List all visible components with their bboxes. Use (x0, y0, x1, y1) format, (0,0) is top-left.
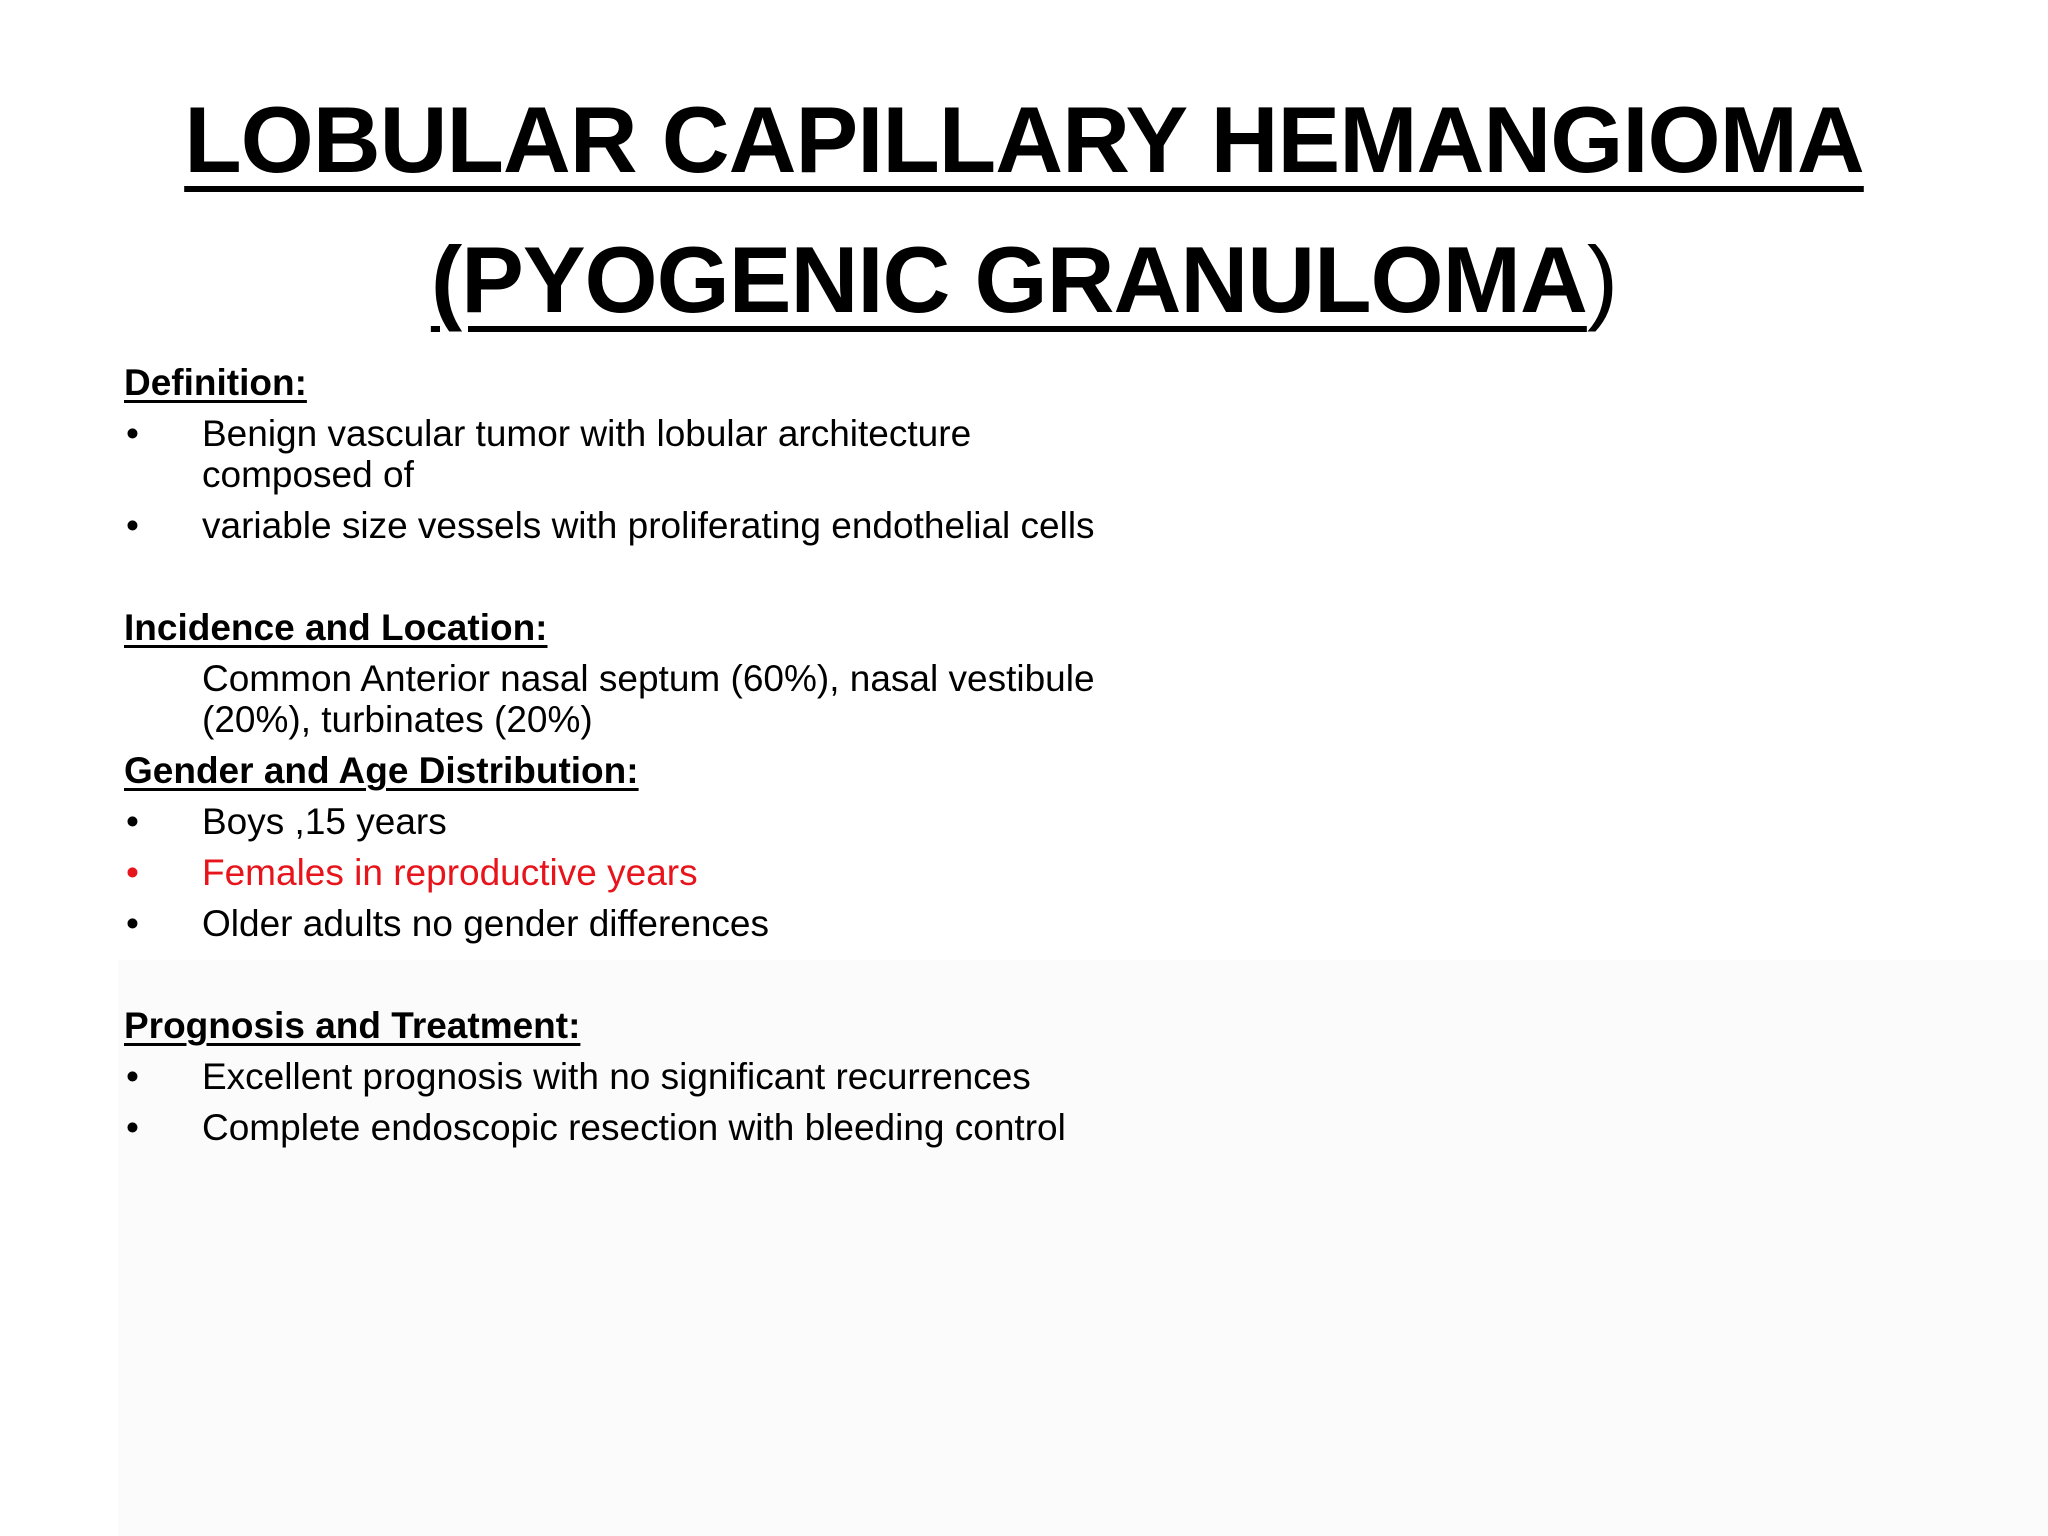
bullet-icon: • (126, 852, 139, 893)
bullet-icon: • (126, 1107, 139, 1148)
bullet-icon: • (126, 903, 139, 944)
list-item-text: Boys ,15 years (202, 801, 447, 842)
list-item-text: Females in reproductive years (202, 852, 698, 893)
list-item (124, 413, 1124, 495)
bullet-icon: • (126, 505, 139, 546)
section-spacer (124, 954, 1124, 1005)
list-item-text: variable size vessels with proliferating endothelial cells (202, 505, 1095, 546)
gender-age-list (124, 801, 1124, 944)
bullet-icon: • (126, 1056, 139, 1097)
title-close-paren: ) (1586, 227, 1618, 332)
title-line-2-text: (PYOGENIC GRANULOMA (430, 227, 1587, 332)
prognosis-heading: Prognosis and Treatment: (124, 1005, 581, 1046)
list-item (124, 1056, 1124, 1097)
title-line-1-text: LOBULAR CAPILLARY HEMANGIOMA (184, 87, 1864, 192)
list-item-text: Excellent prognosis with no significant recurrences (202, 1056, 1031, 1097)
slide-title (0, 70, 2048, 350)
definition-heading: Definition: (124, 362, 307, 403)
bullet-icon: • (126, 801, 139, 842)
list-item-text: Older adults no gender differences (202, 903, 770, 944)
title-line-2 (0, 210, 2048, 350)
section-spacer (124, 556, 1124, 607)
definition-list (124, 413, 1124, 546)
incidence-text: Common Anterior nasal septum (60%), nasal vestibule (20%), turbinates (20%) (202, 658, 1095, 740)
gender-age-heading: Gender and Age Distribution: (124, 750, 639, 791)
slide-body (124, 362, 1124, 1158)
list-item (124, 903, 1124, 944)
list-item-text: Complete endoscopic resection with bleeding control (202, 1107, 1066, 1148)
prognosis-list (124, 1056, 1124, 1148)
title-line-1 (0, 70, 2048, 210)
list-item-text: Benign vascular tumor with lobular architecture composed of (202, 413, 972, 495)
list-item (124, 1107, 1124, 1148)
list-item-highlighted (124, 852, 1124, 893)
list-item (124, 505, 1124, 546)
incidence-heading: Incidence and Location: (124, 607, 548, 648)
bullet-icon: • (126, 413, 139, 454)
list-item (124, 801, 1124, 842)
